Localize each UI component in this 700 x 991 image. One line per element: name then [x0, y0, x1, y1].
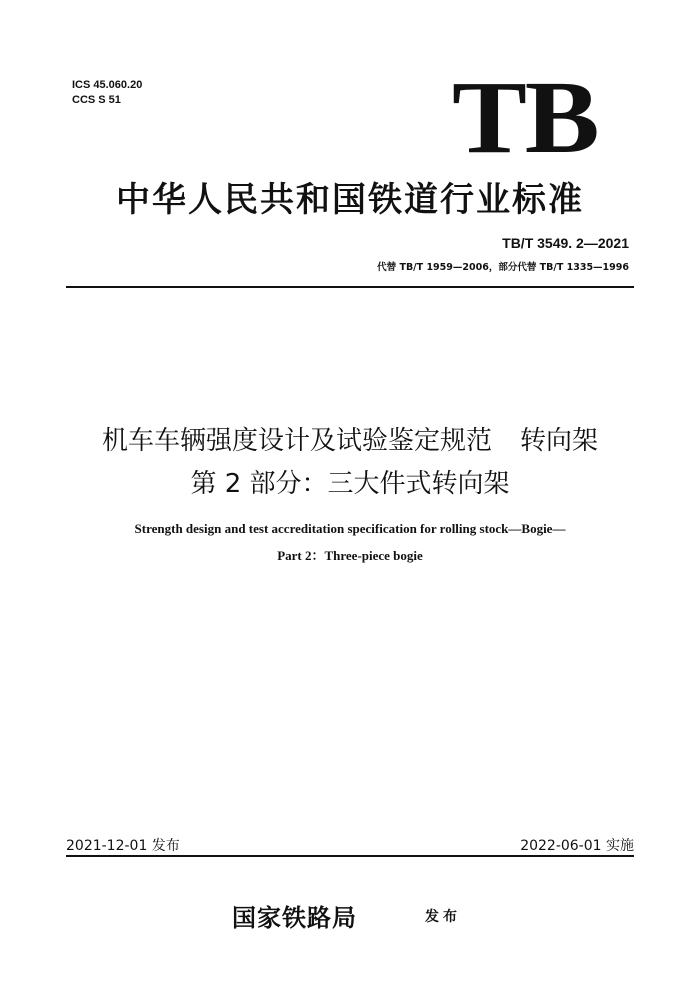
chinese-title-sub: 转向架: [520, 426, 599, 456]
classification-codes: [72, 78, 142, 108]
issue-date: 2021-12-01 发布: [66, 838, 180, 854]
footer-divider: [66, 855, 634, 857]
ccs-code: CCS S 51: [72, 94, 121, 106]
organization-title: 中华人民共和国铁道行业标准: [116, 180, 584, 220]
header-divider: [66, 286, 634, 288]
standard-number: TB/T 3549. 2—2021: [502, 235, 629, 251]
issuer-name: 国家铁路局: [232, 903, 357, 932]
issued-label: 发布: [425, 909, 461, 925]
chinese-title-line2: 第 2 部分：三大件式转向架: [190, 469, 510, 499]
english-title-line1: Strength design and test accreditation specification for rolling stock—Bogie—: [134, 521, 566, 536]
replaces-note: 代替 TB/T 1959—2006，部分代替 TB/T 1335—1996: [377, 262, 629, 273]
english-title-line2: Part 2：Three-piece bogie: [277, 548, 423, 563]
tb-logo: TB: [452, 60, 598, 175]
chinese-title-main: 机车车辆强度设计及试验鉴定规范: [101, 426, 492, 456]
implementation-date: 2022-06-01 实施: [520, 838, 634, 854]
chinese-title-line1: [0, 420, 700, 457]
ics-code: ICS 45.060.20: [72, 79, 143, 91]
